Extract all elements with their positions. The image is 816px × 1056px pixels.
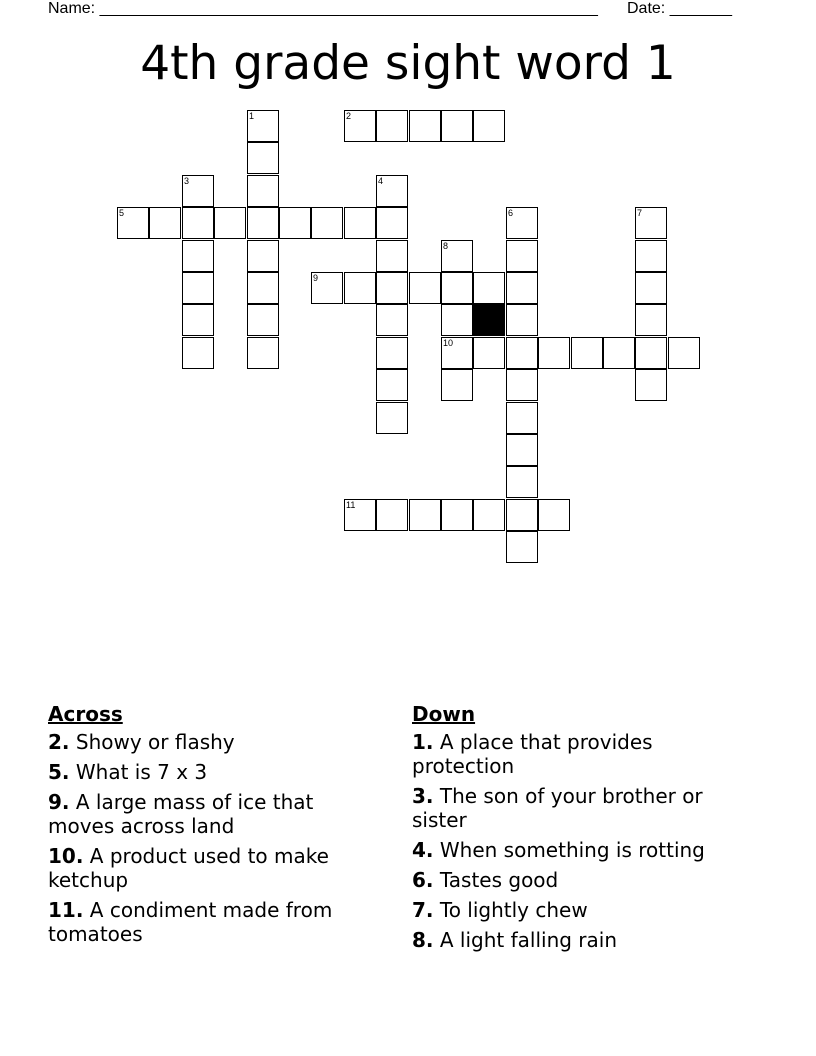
grid-cell[interactable] <box>668 337 700 369</box>
clue-down-6 <box>412 868 752 892</box>
clue-text: A large mass of ice that moves across land <box>48 790 314 838</box>
grid-cell[interactable] <box>473 272 505 304</box>
clue-number: 7. <box>412 898 434 922</box>
grid-cell[interactable] <box>376 175 408 207</box>
grid-cell[interactable] <box>344 110 376 142</box>
clue-number-label: 3 <box>184 176 190 186</box>
clue-number-label: 5 <box>119 208 125 218</box>
grid-cell[interactable] <box>376 272 408 304</box>
grid-cell[interactable] <box>506 466 538 498</box>
grid-cell[interactable] <box>635 272 667 304</box>
clue-number: 4. <box>412 838 434 862</box>
grid-cell[interactable] <box>149 207 181 239</box>
grid-cell[interactable] <box>506 531 538 563</box>
clue-text: The son of your brother or sister <box>412 784 703 832</box>
grid-cell[interactable] <box>441 110 473 142</box>
grid-cell[interactable] <box>538 337 570 369</box>
grid-cell[interactable] <box>311 272 343 304</box>
clue-text: A place that provides protection <box>412 730 653 778</box>
clue-text: When something is rotting <box>433 838 705 862</box>
grid-cell[interactable] <box>506 499 538 531</box>
grid-block <box>473 304 505 336</box>
clue-down-1 <box>412 730 752 778</box>
grid-cell[interactable] <box>635 207 667 239</box>
grid-cell[interactable] <box>441 369 473 401</box>
across-heading: Across <box>48 702 123 726</box>
clue-across-10 <box>48 844 378 892</box>
grid-cell[interactable] <box>441 337 473 369</box>
clue-number-label: 7 <box>637 208 643 218</box>
grid-cell[interactable] <box>214 207 246 239</box>
clue-number-label: 8 <box>443 241 449 251</box>
clue-number-label: 6 <box>508 208 514 218</box>
grid-cell[interactable] <box>117 207 149 239</box>
clue-text: A light falling rain <box>433 928 618 952</box>
grid-cell[interactable] <box>506 207 538 239</box>
clue-number-label: 11 <box>346 500 356 510</box>
grid-cell[interactable] <box>441 304 473 336</box>
grid-cell[interactable] <box>376 304 408 336</box>
grid-cell[interactable] <box>247 142 279 174</box>
down-clues <box>412 702 752 958</box>
page-title: 4th grade sight word 1 <box>140 36 676 91</box>
clue-down-3 <box>412 784 752 832</box>
grid-cell[interactable] <box>247 207 279 239</box>
clue-number-label: 10 <box>443 338 454 348</box>
grid-cell[interactable] <box>506 402 538 434</box>
clue-text: A condiment made from tomatoes <box>48 898 333 946</box>
grid-cell[interactable] <box>571 337 603 369</box>
grid-cell[interactable] <box>506 304 538 336</box>
name-field: Name: ________________________________________________________ <box>48 0 598 17</box>
clue-text: A product used to make ketchup <box>48 844 329 892</box>
across-clues <box>48 702 378 952</box>
clue-number: 3. <box>412 784 434 808</box>
grid-cell[interactable] <box>182 272 214 304</box>
grid-cell[interactable] <box>376 337 408 369</box>
grid-cell[interactable] <box>473 110 505 142</box>
grid-cell[interactable] <box>344 272 376 304</box>
grid-cell[interactable] <box>182 304 214 336</box>
clue-text: To lightly chew <box>433 898 588 922</box>
grid-cell[interactable] <box>376 207 408 239</box>
grid-cell[interactable] <box>635 240 667 272</box>
grid-cell[interactable] <box>182 240 214 272</box>
grid-cell[interactable] <box>376 369 408 401</box>
clue-across-2 <box>48 730 378 754</box>
clue-down-4 <box>412 838 752 862</box>
grid-cell[interactable] <box>441 499 473 531</box>
grid-cell[interactable] <box>409 110 441 142</box>
grid-cell[interactable] <box>441 272 473 304</box>
grid-cell[interactable] <box>182 207 214 239</box>
grid-cell[interactable] <box>344 207 376 239</box>
clue-number: 11. <box>48 898 84 922</box>
grid-cell[interactable] <box>506 434 538 466</box>
grid-cell[interactable] <box>376 110 408 142</box>
grid-cell[interactable] <box>376 240 408 272</box>
grid-cell[interactable] <box>635 304 667 336</box>
grid-cell[interactable] <box>538 499 570 531</box>
clue-number: 6. <box>412 868 434 892</box>
clue-number-label: 2 <box>346 111 352 121</box>
grid-cell[interactable] <box>311 207 343 239</box>
grid-cell[interactable] <box>279 207 311 239</box>
clue-down-8 <box>412 928 752 952</box>
clue-number: 5. <box>48 760 70 784</box>
date-field: Date: _______ <box>627 0 732 17</box>
grid-cell[interactable] <box>182 337 214 369</box>
grid-cell[interactable] <box>506 337 538 369</box>
grid-cell[interactable] <box>506 240 538 272</box>
grid-cell[interactable] <box>473 337 505 369</box>
grid-cell[interactable] <box>247 175 279 207</box>
grid-cell[interactable] <box>182 175 214 207</box>
grid-cell[interactable] <box>635 369 667 401</box>
grid-cell[interactable] <box>376 402 408 434</box>
clue-number: 1. <box>412 730 434 754</box>
grid-cell[interactable] <box>603 337 635 369</box>
clue-number: 2. <box>48 730 70 754</box>
grid-cell[interactable] <box>247 110 279 142</box>
clue-number: 10. <box>48 844 84 868</box>
clue-number: 8. <box>412 928 434 952</box>
grid-cell[interactable] <box>247 304 279 336</box>
clue-across-5 <box>48 760 378 784</box>
clue-number: 9. <box>48 790 70 814</box>
clue-text: Showy or flashy <box>69 730 235 754</box>
grid-cell[interactable] <box>247 240 279 272</box>
clue-number-label: 4 <box>378 176 384 186</box>
clue-text: What is 7 x 3 <box>69 760 208 784</box>
grid-cell[interactable] <box>409 272 441 304</box>
grid-cell[interactable] <box>376 499 408 531</box>
grid-cell[interactable] <box>506 272 538 304</box>
grid-cell[interactable] <box>247 272 279 304</box>
grid-cell[interactable] <box>473 499 505 531</box>
down-heading: Down <box>412 702 476 726</box>
grid-cell[interactable] <box>247 337 279 369</box>
grid-cell[interactable] <box>344 499 376 531</box>
grid-cell[interactable] <box>506 369 538 401</box>
clue-number-label: 1 <box>249 111 255 121</box>
grid-cell[interactable] <box>409 499 441 531</box>
clue-number-label: 9 <box>313 273 319 283</box>
clue-across-9 <box>48 790 378 838</box>
grid-cell[interactable] <box>635 337 667 369</box>
clue-text: Tastes good <box>433 868 559 892</box>
clue-down-7 <box>412 898 752 922</box>
grid-cell[interactable] <box>441 240 473 272</box>
clue-across-11 <box>48 898 378 946</box>
